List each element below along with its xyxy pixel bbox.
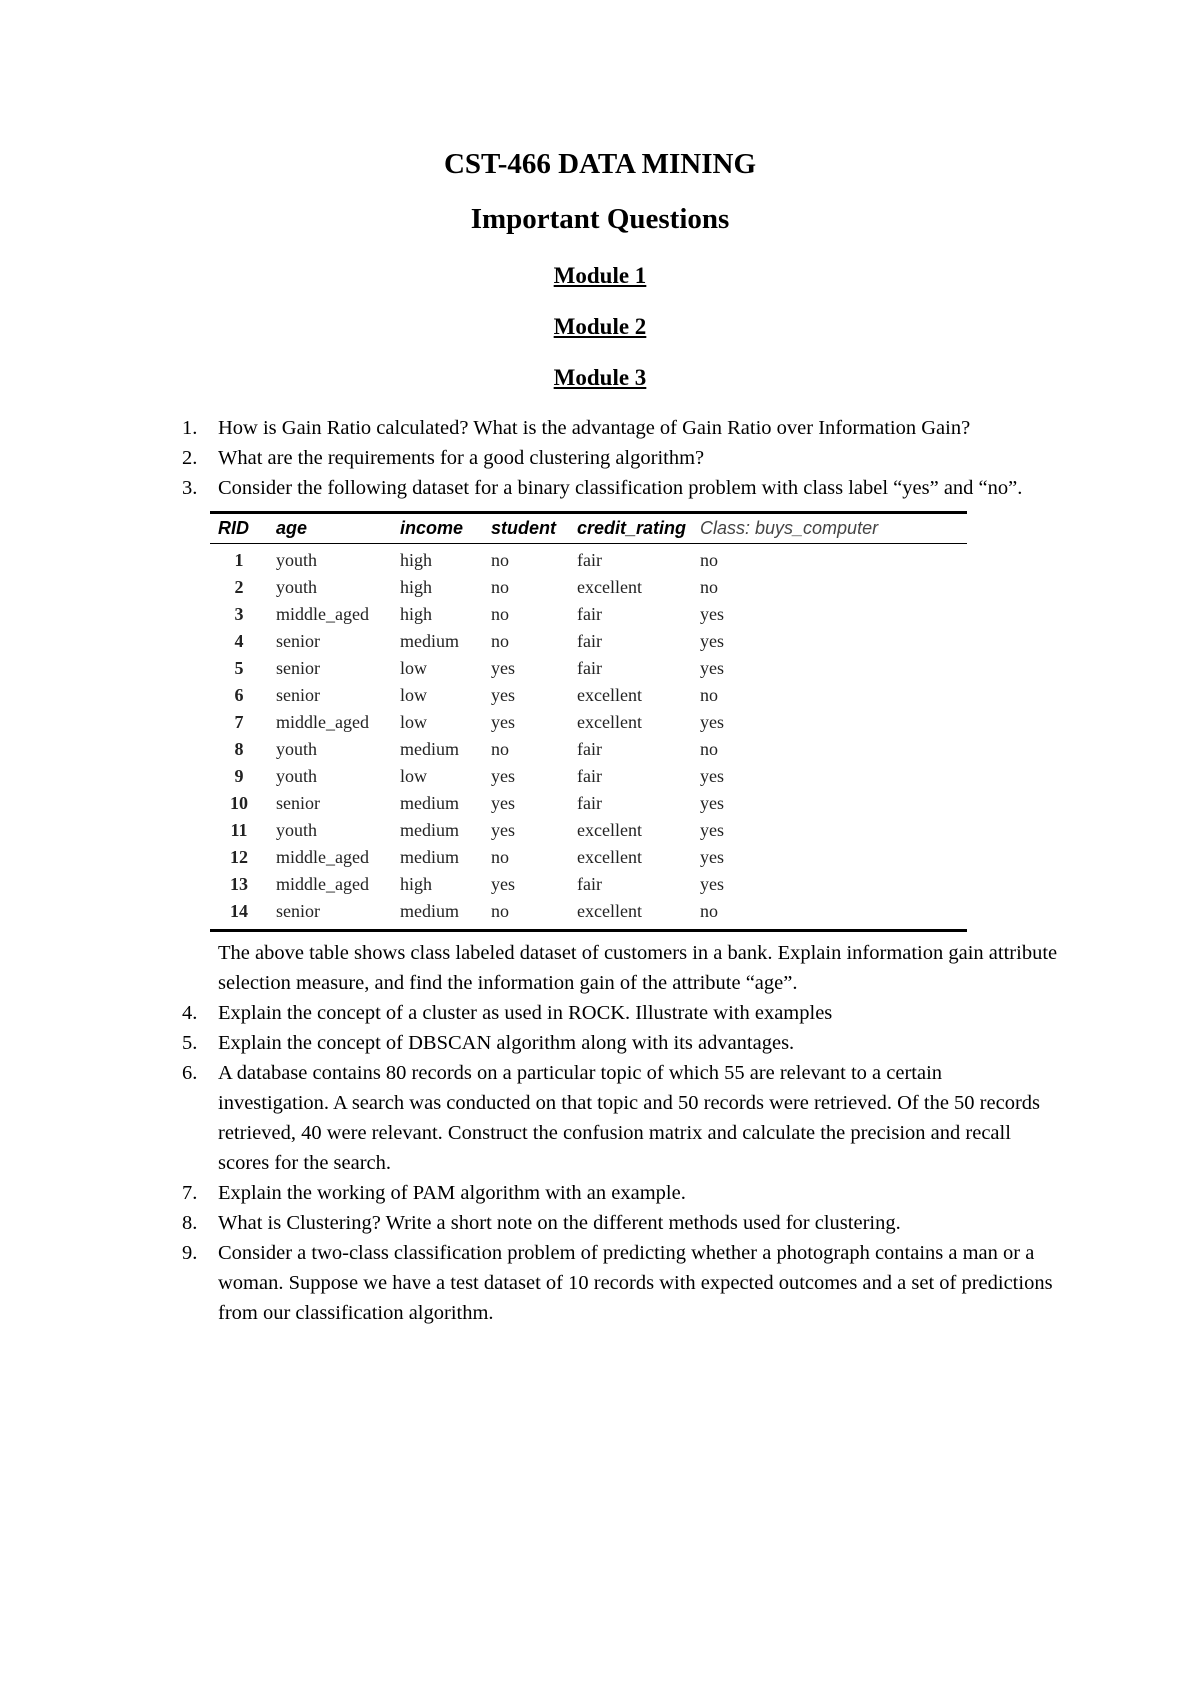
- table-header-row: [210, 513, 967, 544]
- table-cell: yes: [491, 793, 515, 813]
- table-cell: medium: [400, 739, 459, 759]
- table-row: [210, 544, 967, 575]
- question-item-4: [182, 998, 1058, 1028]
- table-row: [210, 898, 967, 931]
- question-item-7: [182, 1178, 1058, 1208]
- table-cell: excellent: [577, 577, 642, 597]
- question-text: How is Gain Ratio calculated? What is the advantage of Gain Ratio over Information Gain?: [218, 417, 971, 439]
- table-cell: low: [400, 658, 427, 678]
- table-cell: 2: [234, 577, 244, 597]
- module-2-heading: Module 2: [553, 314, 647, 339]
- table-cell: yes: [491, 874, 515, 894]
- question-number: 4.: [182, 1002, 198, 1024]
- question-number: 7.: [182, 1182, 198, 1204]
- table-cell: yes: [491, 766, 515, 786]
- question-number: 2.: [182, 447, 198, 469]
- table-cell: yes: [700, 793, 724, 813]
- question-item-9: [182, 1238, 1058, 1328]
- table-cell: fair: [577, 793, 602, 813]
- table-cell: excellent: [577, 901, 642, 921]
- table-cell: yes: [700, 631, 724, 651]
- question-text: Explain the concept of a cluster as used in ROCK. Illustrate with examples: [218, 1002, 833, 1024]
- table-cell: yes: [491, 685, 515, 705]
- table-cell: yes: [700, 874, 724, 894]
- table-cell: no: [491, 604, 509, 624]
- table-cell: 9: [234, 766, 244, 786]
- table-cell: 4: [234, 631, 244, 651]
- table-cell: high: [400, 604, 433, 624]
- question-number: 5.: [182, 1032, 198, 1054]
- table-row: [210, 871, 967, 898]
- table-cell: fair: [577, 874, 602, 894]
- table-row: [210, 574, 967, 601]
- table-cell: medium: [400, 820, 459, 840]
- table-cell: youth: [276, 577, 318, 597]
- table-cell: fair: [577, 604, 602, 624]
- table-cell: middle_aged: [276, 874, 369, 894]
- table-cell: fair: [577, 658, 602, 678]
- table-cell: yes: [700, 604, 724, 624]
- question-item-8: [182, 1208, 1058, 1238]
- question-item-1: [182, 413, 1058, 443]
- dataset-table-wrapper: [210, 511, 967, 932]
- table-cell: yes: [491, 712, 515, 732]
- question-text: What is Clustering? Write a short note on the different methods used for clustering.: [218, 1212, 901, 1234]
- table-body: [210, 544, 967, 931]
- table-cell: 8: [234, 739, 244, 759]
- table-cell: yes: [491, 820, 515, 840]
- table-cell: yes: [491, 658, 515, 678]
- table-row: [210, 844, 967, 871]
- table-cell: youth: [276, 766, 318, 786]
- column-header: RID: [210, 513, 268, 544]
- table-cell: youth: [276, 739, 318, 759]
- table-cell: 12: [230, 847, 248, 867]
- table-cell: no: [700, 739, 718, 759]
- question-text: Consider a two-class classification problem of predicting whether a photograph contains a man or a woman. Suppose we have a test dataset of 10 records with expected outcomes and a set of predictions from our classification algorithm.: [218, 1242, 1053, 1324]
- table-cell: no: [491, 901, 509, 921]
- question-item-5: [182, 1028, 1058, 1058]
- table-cell: middle_aged: [276, 604, 369, 624]
- table-row: [210, 601, 967, 628]
- table-cell: youth: [276, 550, 318, 570]
- table-cell: 13: [230, 874, 248, 894]
- table-cell: yes: [700, 658, 724, 678]
- table-cell: 11: [230, 820, 248, 840]
- table-row: [210, 628, 967, 655]
- question-text: A database contains 80 records on a particular topic of which 55 are relevant to a certain investigation. A search was conducted on that topic and 50 records were retrieved. Of the 50 records retrieved, 40 were relevant. Construct the confusion matrix and calculate the precision and recall scores for the search.: [218, 1062, 1041, 1174]
- table-cell: 7: [234, 712, 244, 732]
- table-cell: excellent: [577, 820, 642, 840]
- module-1-heading: Module 1: [553, 263, 647, 288]
- table-cell: no: [700, 901, 718, 921]
- table-cell: medium: [400, 847, 459, 867]
- table-cell: no: [491, 739, 509, 759]
- question-number: 6.: [182, 1062, 198, 1084]
- table-cell: middle_aged: [276, 712, 369, 732]
- table-cell: yes: [700, 712, 724, 732]
- question-text: Consider the following dataset for a binary classification problem with class label “yes” and “no”.: [218, 477, 1023, 499]
- question-text: Explain the working of PAM algorithm with an example.: [218, 1182, 686, 1204]
- table-row: [210, 763, 967, 790]
- table-cell: low: [400, 685, 427, 705]
- table-cell: senior: [276, 793, 320, 813]
- table-cell: medium: [400, 901, 459, 921]
- table-cell: yes: [700, 820, 724, 840]
- table-cell: senior: [276, 685, 320, 705]
- table-cell: high: [400, 577, 433, 597]
- question-item-6: [182, 1058, 1058, 1178]
- table-cell: excellent: [577, 685, 642, 705]
- table-cell: low: [400, 712, 427, 732]
- table-cell: no: [700, 550, 718, 570]
- question-text: What are the requirements for a good clustering algorithm?: [218, 447, 705, 469]
- question-list: [182, 413, 1058, 1328]
- table-cell: 3: [234, 604, 244, 624]
- table-cell: middle_aged: [276, 847, 369, 867]
- table-cell: fair: [577, 631, 602, 651]
- column-header: Class: buys_computer: [692, 513, 967, 544]
- table-cell: 1: [234, 550, 244, 570]
- column-header: student: [483, 513, 569, 544]
- table-cell: yes: [700, 766, 724, 786]
- table-cell: 14: [230, 901, 248, 921]
- table-cell: no: [700, 577, 718, 597]
- page-subtitle: Important Questions: [470, 203, 730, 235]
- table-cell: fair: [577, 739, 602, 759]
- column-header: credit_rating: [569, 513, 692, 544]
- table-cell: excellent: [577, 847, 642, 867]
- table-cell: fair: [577, 550, 602, 570]
- question-number: 1.: [182, 417, 198, 439]
- table-cell: 6: [234, 685, 244, 705]
- column-header: income: [392, 513, 483, 544]
- question-continuation: The above table shows class labeled dataset of customers in a bank. Explain information gain attribute selection measure, and find the information gain of the attribute “age”.: [218, 942, 1058, 994]
- question-number: 3.: [182, 477, 198, 499]
- table-row: [210, 817, 967, 844]
- table-cell: no: [491, 631, 509, 651]
- table-row: [210, 736, 967, 763]
- table-cell: senior: [276, 658, 320, 678]
- table-row: [210, 655, 967, 682]
- question-item-3: [182, 473, 1058, 998]
- question-text: Explain the concept of DBSCAN algorithm along with its advantages.: [218, 1032, 795, 1054]
- table-cell: medium: [400, 793, 459, 813]
- module-3-heading: Module 3: [553, 365, 647, 390]
- table-cell: medium: [400, 631, 459, 651]
- table-cell: low: [400, 766, 427, 786]
- dataset-table: [210, 511, 967, 932]
- table-cell: yes: [700, 847, 724, 867]
- table-cell: high: [400, 550, 433, 570]
- table-row: [210, 790, 967, 817]
- course-title: CST-466 DATA MINING: [443, 148, 757, 180]
- question-item-2: [182, 443, 1058, 473]
- table-row: [210, 682, 967, 709]
- table-cell: senior: [276, 901, 320, 921]
- question-number: 9.: [182, 1242, 198, 1264]
- table-cell: no: [700, 685, 718, 705]
- table-row: [210, 709, 967, 736]
- question-number: 8.: [182, 1212, 198, 1234]
- table-cell: no: [491, 577, 509, 597]
- column-header: age: [268, 513, 392, 544]
- table-cell: senior: [276, 631, 320, 651]
- table-cell: excellent: [577, 712, 642, 732]
- table-cell: 10: [230, 793, 248, 813]
- table-cell: 5: [234, 658, 244, 678]
- table-cell: high: [400, 874, 433, 894]
- table-cell: youth: [276, 820, 318, 840]
- table-cell: fair: [577, 766, 602, 786]
- table-cell: no: [491, 550, 509, 570]
- table-cell: no: [491, 847, 509, 867]
